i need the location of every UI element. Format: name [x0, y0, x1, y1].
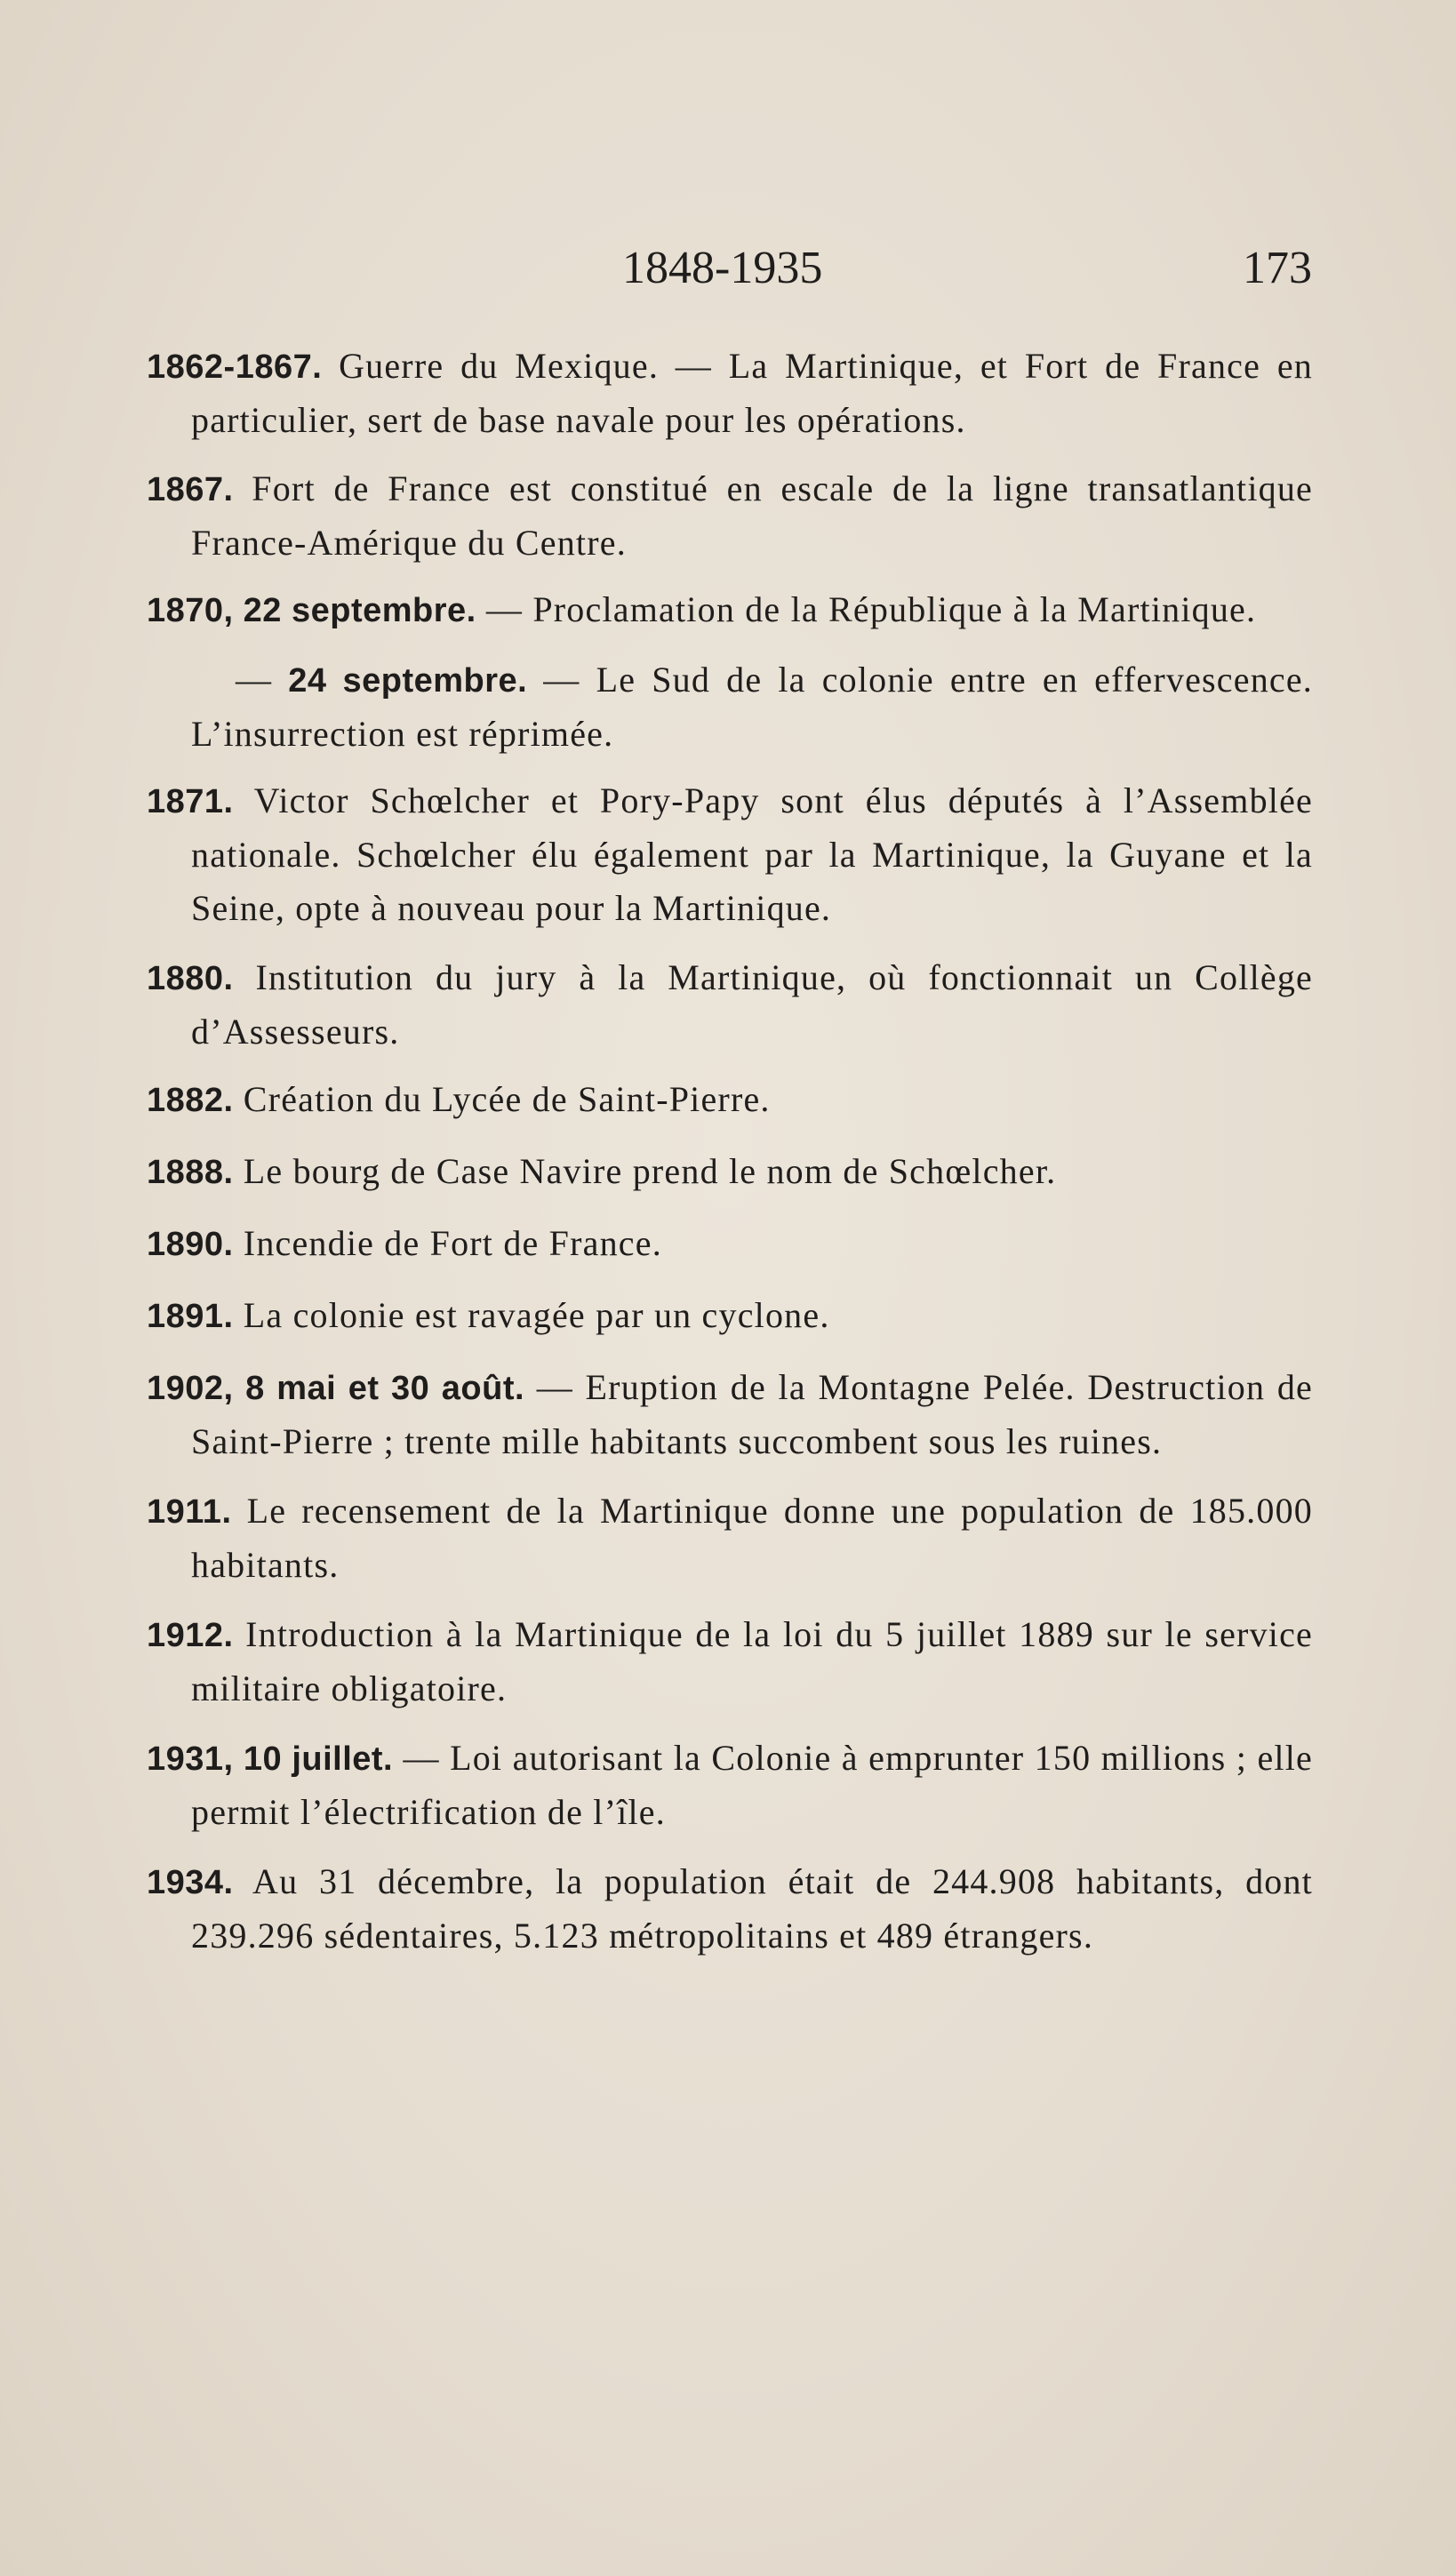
chronology-entry [147, 774, 1313, 935]
chronology-entry [147, 1289, 1313, 1343]
entry-date: 1870, 22 septembre. [147, 592, 476, 629]
chronology-entry [147, 1145, 1313, 1199]
entry-date: 1867. [147, 471, 234, 508]
entry-date: 1880. [147, 960, 234, 997]
entry-date: 24 septembre. [288, 662, 528, 700]
entry-text: Guerre du Mexique. — La Martinique, et Fort de France en particulier, sert de base navale pour les opérations. [191, 346, 1313, 440]
entry-lead-dash: — [236, 660, 289, 700]
chronology-entry [147, 340, 1313, 447]
chronology-entry [147, 583, 1313, 637]
entry-text: — Proclamation de la République à la Martinique. [476, 589, 1257, 629]
chronology-entry [147, 1732, 1313, 1839]
entry-date: 1890. [147, 1226, 234, 1263]
entry-text: La colonie est ravagée par un cyclone. [233, 1295, 830, 1335]
entry-date: 1882. [147, 1082, 234, 1119]
entry-text: Introduction à la Martinique de la loi du 5 juillet 1889 sur le service militaire obligatoire. [191, 1614, 1313, 1708]
entry-text: Au 31 décembre, la population était de 244.908 habitants, dont 239.296 sédentaires, 5.123 métropolitains et 489 étrangers. [191, 1861, 1313, 1956]
entry-date: 1931, 10 juillet. [147, 1740, 394, 1778]
chronology-entry [147, 1361, 1313, 1468]
chronology-entry [147, 1608, 1313, 1716]
chronology-entry [147, 951, 1313, 1059]
running-title: 1848-1935 [622, 243, 823, 293]
chronology-entry [147, 1217, 1313, 1271]
entry-date: 1891. [147, 1298, 234, 1335]
entry-text: Institution du jury à la Martinique, où fonctionnait un Collège d’Assesseurs. [191, 957, 1313, 1052]
entry-date: 1871. [147, 783, 234, 820]
chronology-entry [147, 462, 1313, 570]
entry-text: Victor Schœlcher et Pory-Papy sont élus députés à l’Assemblée nationale. Schœlcher élu également par la Martinique, la Guyane et la Seine, opte à nouveau pour la Martinique. [191, 780, 1313, 928]
page-number: 173 [1243, 243, 1312, 293]
entry-text: Création du Lycée de Saint-Pierre. [233, 1079, 771, 1119]
entry-date: 1862-1867. [147, 348, 323, 386]
entry-text: — Le Sud de la colonie entre en effervescence. L’insurrection est réprimée. [191, 660, 1314, 754]
entry-text: Fort de France est constitué en escale de la ligne transatlantique France-Amérique du Centre. [191, 468, 1313, 563]
entry-date: 1912. [147, 1617, 234, 1654]
chronology-entry [147, 1484, 1313, 1592]
entry-date: 1934. [147, 1864, 234, 1901]
running-header [622, 242, 1312, 304]
entry-text: Le recensement de la Martinique donne une population de 185.000 habitants. [191, 1491, 1313, 1585]
entry-text: Le bourg de Case Navire prend le nom de Schœlcher. [233, 1151, 1057, 1191]
entry-date: 1888. [147, 1154, 234, 1191]
chronology-entry [147, 653, 1313, 761]
entry-date: 1911. [147, 1493, 232, 1531]
chronology-list [147, 340, 1313, 1963]
chronology-entry [147, 1073, 1313, 1127]
entry-text: — Loi autorisant la Colonie à emprunter 150 millions ; elle permit l’électrification de l’île. [191, 1738, 1313, 1832]
entry-text: — Eruption de la Montagne Pelée. Destruction de Saint-Pierre ; trente mille habitants succombent sous les ruines. [191, 1367, 1313, 1461]
entry-date: 1902, 8 mai et 30 août. [147, 1370, 525, 1407]
entry-text: Incendie de Fort de France. [233, 1223, 662, 1263]
chronology-entry [147, 1855, 1313, 1963]
